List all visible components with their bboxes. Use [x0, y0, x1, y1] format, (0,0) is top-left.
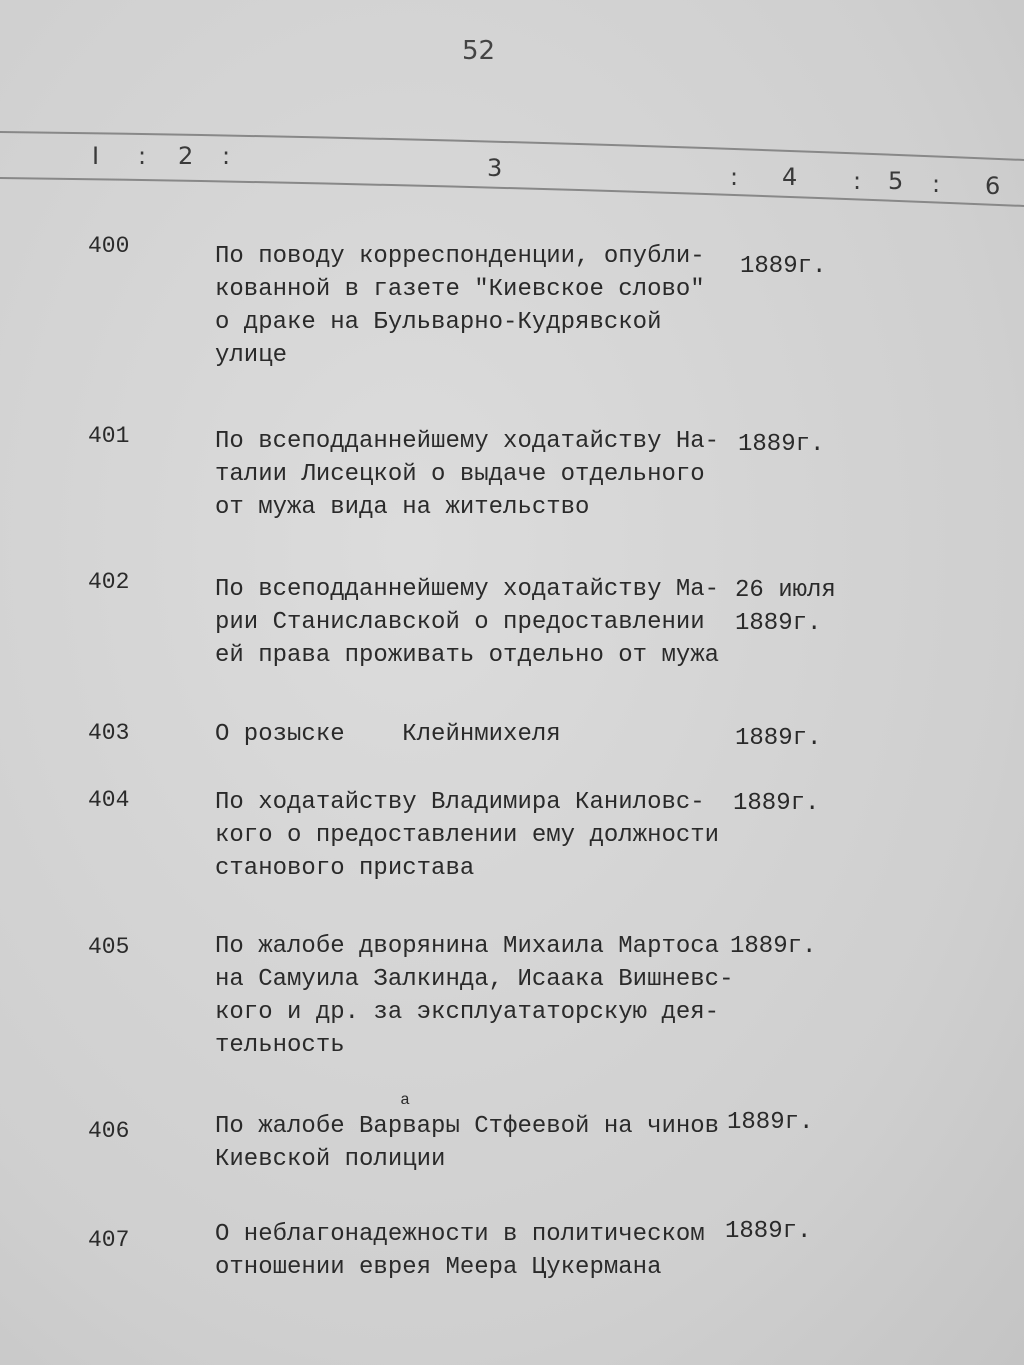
- column-header-5: 5: [888, 167, 904, 195]
- record-date: [735, 574, 836, 640]
- column-header-3: 3: [487, 154, 503, 182]
- description-line: О розыске Клейнмихеля: [215, 721, 561, 748]
- description-line: о драке на Бульварно-Кудрявской: [215, 309, 662, 336]
- date-line: 26 июля: [735, 577, 836, 604]
- description-line: По всеподданнейшему ходатайству На-: [215, 428, 720, 455]
- description-line: улице: [215, 342, 288, 369]
- record-description: [215, 1218, 705, 1284]
- column-separator: :: [138, 142, 147, 170]
- record-date: 1889г.: [733, 790, 820, 817]
- record-number: 400: [88, 233, 130, 259]
- column-header-1: I: [92, 142, 100, 170]
- description-line: По всеподданнейшему ходатайству Ма-: [215, 576, 720, 603]
- record-description: [215, 1091, 720, 1176]
- record-description: [215, 240, 705, 372]
- column-separator: :: [222, 142, 231, 170]
- column-separator: :: [932, 170, 941, 198]
- description-line: тельность: [215, 1032, 345, 1059]
- date-line: 1889г.: [735, 610, 822, 637]
- column-separator: :: [853, 167, 862, 195]
- handwritten-correction: а: [400, 1091, 410, 1109]
- record-number: 405: [88, 934, 130, 960]
- column-separator: :: [730, 163, 739, 191]
- record-date: 1889г.: [725, 1218, 812, 1245]
- record-number: 402: [88, 569, 130, 595]
- description-line: кованной в газете "Киевское слово": [215, 276, 705, 303]
- record-date: 1889г.: [740, 253, 827, 280]
- header-top-rule: [0, 132, 1024, 160]
- record-number: 406: [88, 1118, 130, 1144]
- description-line-text: По жалобе Варвары Стфеевой на чинов: [215, 1113, 720, 1140]
- description-line: кого и др. за эксплуататорскую дея-: [215, 999, 720, 1026]
- description-line: станового пристава: [215, 855, 475, 882]
- record-number: 403: [88, 720, 130, 746]
- description-line: от мужа вида на жительство: [215, 494, 590, 521]
- description-line: рии Станиславской о предоставлении: [215, 609, 705, 636]
- description-line: талии Лисецкой о выдаче отдельного: [215, 461, 705, 488]
- column-header-4: 4: [782, 163, 798, 191]
- description-line: отношении еврея Меера Цукермана: [215, 1254, 662, 1281]
- header-bottom-rule: [0, 178, 1024, 206]
- description-line: Киевской полиции: [215, 1146, 446, 1173]
- record-description: [215, 930, 733, 1062]
- description-line: По жалобе дворянина Михаила Мартоса: [215, 933, 720, 960]
- page-number: 52: [462, 36, 496, 66]
- description-line: О неблагонадежности в политическом: [215, 1221, 705, 1248]
- record-date: 1889г.: [735, 725, 822, 752]
- column-header-6: 6: [985, 172, 1001, 200]
- record-date: 1889г.: [730, 933, 817, 960]
- record-description: [215, 786, 719, 885]
- description-line: ей права проживать отдельно от мужа: [215, 642, 720, 669]
- record-number: 407: [88, 1227, 130, 1253]
- record-number: 404: [88, 787, 130, 813]
- record-date: 1889г.: [738, 431, 825, 458]
- description-line: По ходатайству Владимира Каниловс-: [215, 789, 705, 816]
- description-line: кого о предоставлении ему должности: [215, 822, 720, 849]
- column-header-2: 2: [178, 142, 194, 170]
- description-line: По поводу корреспонденции, опубли-: [215, 243, 705, 270]
- record-number: 401: [88, 423, 130, 449]
- record-date: 1889г.: [727, 1109, 814, 1136]
- record-description: [215, 718, 561, 751]
- table-header-rules: [0, 0, 1024, 260]
- record-description: [215, 573, 719, 672]
- record-description: [215, 425, 719, 524]
- description-line: [215, 1091, 720, 1143]
- description-line: на Самуила Залкинда, Исаака Вишневс-: [215, 966, 734, 993]
